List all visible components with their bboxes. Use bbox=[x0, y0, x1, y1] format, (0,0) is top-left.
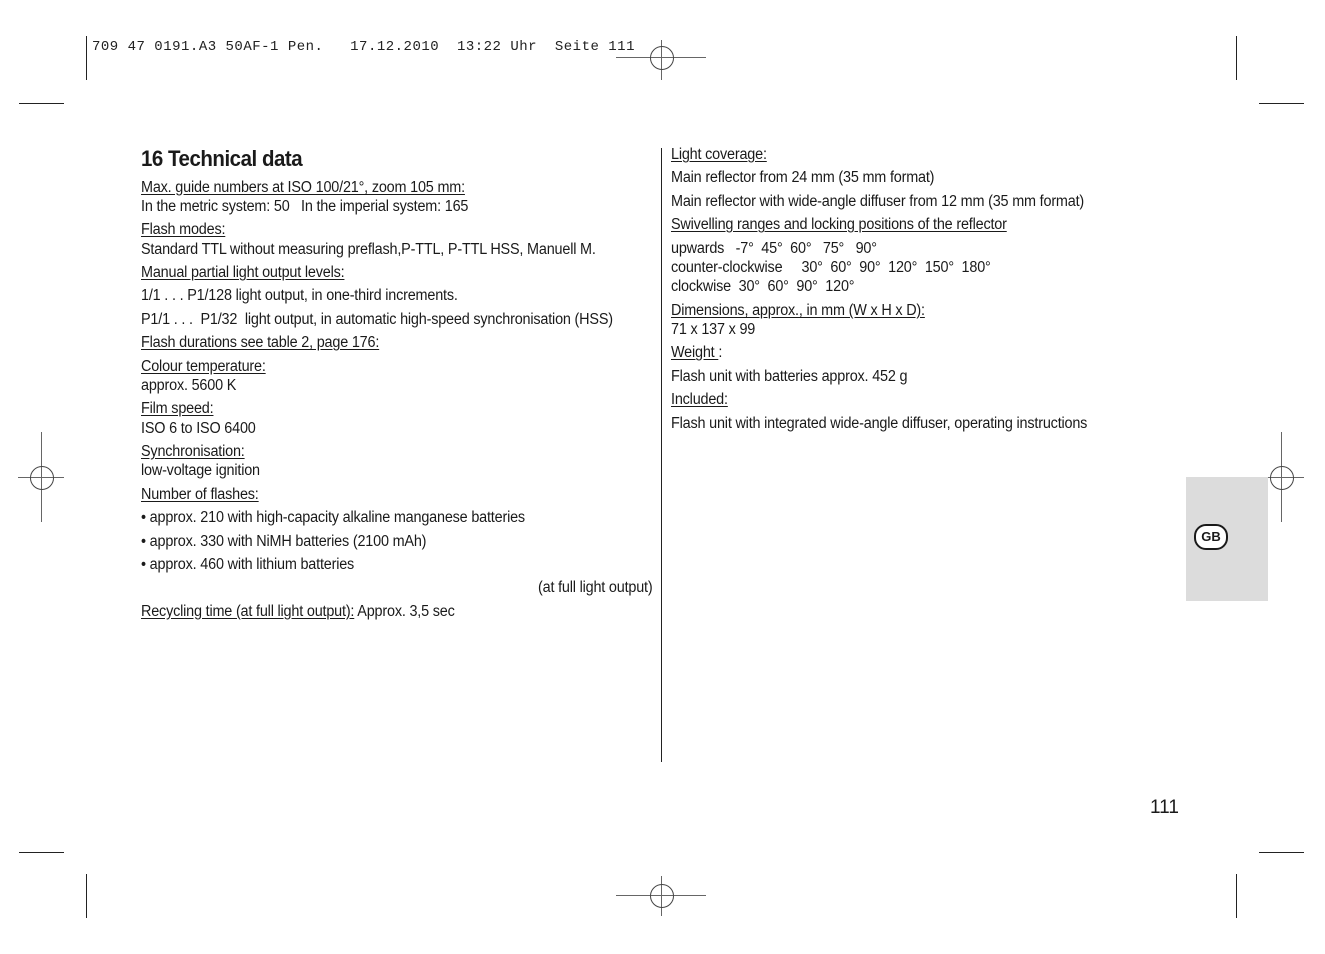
weight-value: Flash unit with batteries approx. 452 g bbox=[671, 367, 908, 385]
swivel-counter-clockwise: counter-clockwise 30° 60° 90° 120° 150° 180° bbox=[671, 258, 991, 276]
swivel-clockwise: clockwise 30° 60° 90° 120° bbox=[671, 278, 855, 296]
crop-mark-bl-vertical bbox=[86, 874, 87, 918]
weight-row bbox=[671, 343, 1108, 362]
light-coverage-heading: Light coverage: bbox=[671, 146, 767, 163]
weight-colon: : bbox=[718, 344, 723, 362]
synchronisation-heading: Synchronisation: bbox=[141, 443, 245, 460]
right-column bbox=[671, 145, 1108, 433]
synchronisation-value: low-voltage ignition bbox=[141, 462, 260, 480]
number-of-flashes-heading: Number of flashes: bbox=[141, 485, 259, 503]
registration-circle bbox=[650, 884, 674, 908]
included-value: Flash unit with integrated wide-angle diffuser, operating instructions bbox=[671, 414, 1088, 432]
flash-modes-value: Standard TTL without measuring preflash,P-TTL, P-TTL HSS, Manuell M. bbox=[141, 240, 596, 258]
light-coverage-line: Main reflector from 24 mm (35 mm format) bbox=[671, 169, 935, 187]
recycling-time-heading: Recycling time (at full light output): bbox=[141, 602, 355, 620]
flash-modes-heading: Flash modes: bbox=[141, 221, 226, 239]
swivel-ranges-heading: Swivelling ranges and locking positions of the reflector bbox=[671, 216, 1007, 234]
weight-heading: Weight bbox=[671, 344, 719, 362]
dimensions-value: 71 x 137 x 99 bbox=[671, 321, 756, 338]
guide-numbers-value: In the metric system: 50 In the imperial system: 165 bbox=[141, 197, 469, 215]
list-item: • approx. 460 with lithium batteries bbox=[141, 555, 355, 573]
recycling-time-row bbox=[141, 602, 653, 621]
included-heading: Included: bbox=[671, 391, 728, 409]
registration-circle bbox=[30, 466, 54, 490]
colour-temperature-heading: Colour temperature: bbox=[141, 357, 266, 375]
film-speed-value: ISO 6 to ISO 6400 bbox=[141, 419, 256, 437]
light-coverage-line: Main reflector with wide-angle diffuser from 12 mm (35 mm format) bbox=[671, 192, 1085, 210]
recycling-time-value: Approx. 3,5 sec bbox=[354, 602, 455, 620]
registration-circle bbox=[1270, 466, 1294, 490]
crop-mark-br-vertical bbox=[1236, 874, 1237, 918]
partial-output-line: P1/1 . . . P1/32 light output, in automatic high-speed synchronisation (HSS) bbox=[141, 310, 613, 328]
section-title: 16 Technical data bbox=[141, 146, 303, 171]
flash-durations-heading: Flash durations see table 2, page 176: bbox=[141, 334, 380, 352]
crop-mark-tl-vertical bbox=[86, 36, 87, 80]
crop-mark-br-horizontal bbox=[1259, 852, 1304, 853]
swivel-upwards: upwards -7° 45° 60° 75° 90° bbox=[671, 239, 877, 257]
language-tab bbox=[1186, 477, 1268, 601]
left-column bbox=[141, 145, 653, 621]
list-item: • approx. 210 with high-capacity alkaline manganese batteries bbox=[141, 509, 525, 527]
film-speed-heading: Film speed: bbox=[141, 400, 214, 418]
dimensions-heading: Dimensions, approx., in mm (W x H x D): bbox=[671, 301, 925, 319]
guide-numbers-heading: Max. guide numbers at ISO 100/21°, zoom 105 mm: bbox=[141, 178, 465, 196]
list-item: • approx. 330 with NiMH batteries (2100 mAh) bbox=[141, 532, 427, 550]
partial-output-line: 1/1 . . . P1/128 light output, in one-third increments. bbox=[141, 287, 458, 305]
partial-output-heading: Manual partial light output levels: bbox=[141, 264, 345, 281]
crop-mark-bl-horizontal bbox=[19, 852, 64, 853]
crop-mark-tl-horizontal bbox=[19, 103, 64, 104]
crop-mark-tr-vertical bbox=[1236, 36, 1237, 80]
flashes-note: (at full light output) bbox=[537, 579, 653, 597]
page-number: 111 bbox=[1150, 797, 1179, 818]
colour-temperature-value: approx. 5600 K bbox=[141, 376, 237, 394]
print-slug-header: 709 47 0191.A3 50AF-1 Pen. 17.12.2010 13:22 Uhr Seite 111 bbox=[92, 39, 635, 55]
crop-mark-tr-horizontal bbox=[1259, 103, 1304, 104]
column-divider bbox=[661, 148, 662, 762]
registration-circle bbox=[650, 46, 674, 70]
language-badge: GB bbox=[1194, 524, 1228, 550]
